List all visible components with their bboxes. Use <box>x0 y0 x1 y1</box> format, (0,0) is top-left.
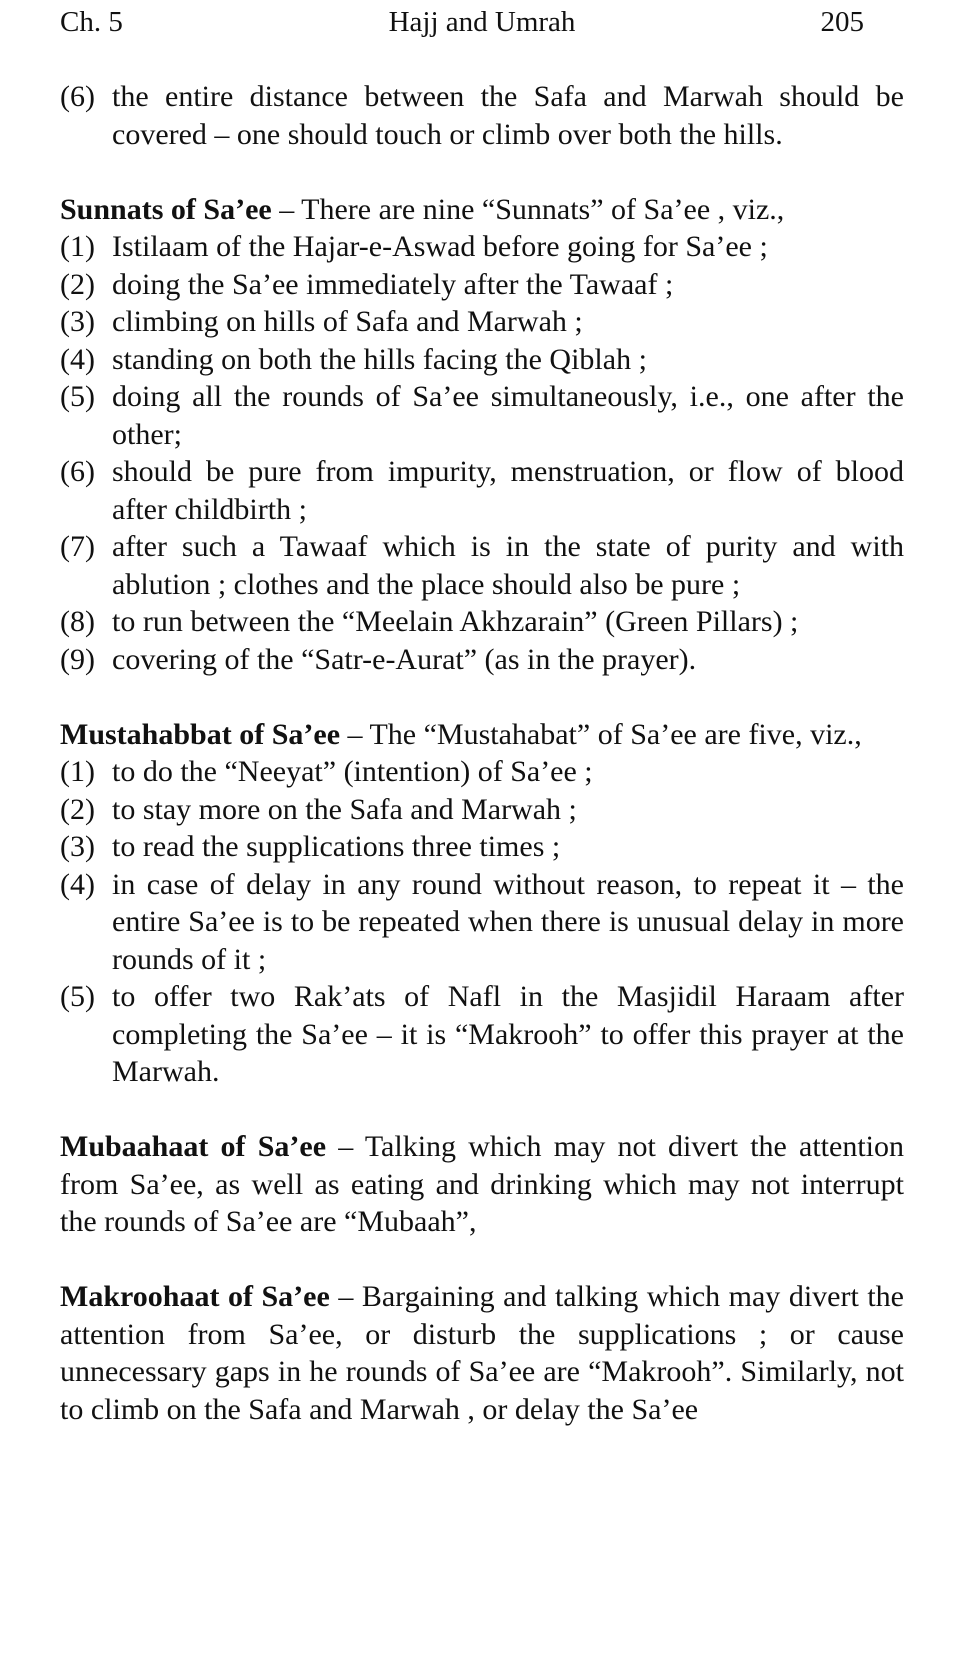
sunnats-section <box>60 191 904 679</box>
list-item <box>60 978 904 1091</box>
item-text: covering of the “Satr-e-Aurat” (as in the prayer). <box>112 642 697 676</box>
section-lead <box>60 716 904 754</box>
section-text: – Bargaining and talking which may divert the attention from Sa’ee, or disturb the supplications ; or cause unnecessary gaps in he rounds of Sa’ee are “Makrooh”. Similarly, not to climb on the Safa and Marwah , or delay the Sa’ee <box>60 1280 904 1426</box>
list-item <box>60 341 904 379</box>
list-item <box>60 603 904 641</box>
item-number: (5) <box>60 380 95 413</box>
item-number: (3) <box>60 830 95 863</box>
list-item <box>60 528 904 603</box>
item-text: to run between the “Meelain Akhzarain” (Green Pillars) ; <box>112 605 799 638</box>
section-heading: Makroohaat of Sa’ee <box>60 1280 330 1313</box>
section-heading: Sunnats of Sa’ee <box>60 192 272 226</box>
section-lead-text: – The “Mustahabat” of Sa’ee are five, viz., <box>340 717 862 751</box>
mustahabbat-section <box>60 716 904 1091</box>
item-number: (7) <box>60 530 95 563</box>
list-item <box>60 303 904 341</box>
item-text: should be pure from impurity, menstruation, or flow of blood after childbirth ; <box>112 455 904 526</box>
item-text: in case of delay in any round without reason, to repeat it – the entire Sa’ee is to be repeated when there is unusual delay in more rounds of it ; <box>112 867 904 976</box>
item-text: the entire distance between the Safa and Marwah should be covered – one should touch or climb over both the hills. <box>112 80 904 151</box>
item-number: (6) <box>60 80 95 113</box>
list-item <box>60 753 904 791</box>
item-text: climbing on hills of Safa and Marwah ; <box>112 305 583 338</box>
section-lead-text: – There are nine “Sunnats” of Sa’ee , viz., <box>271 192 785 226</box>
continued-list <box>60 78 904 153</box>
makroohaat-section <box>60 1278 904 1428</box>
section-lead <box>60 191 904 229</box>
list-item <box>60 791 904 829</box>
section-heading: Mubaahaat of Sa’ee <box>60 1130 327 1163</box>
item-text: doing the Sa’ee immediately after the Tawaaf ; <box>112 267 674 301</box>
mubaahaat-section <box>60 1128 904 1241</box>
list-item <box>60 453 904 528</box>
item-number: (9) <box>60 642 95 676</box>
running-head <box>60 2 904 42</box>
running-title: Hajj and Umrah <box>388 6 576 38</box>
list-item <box>60 641 904 679</box>
sunnats-list <box>60 228 904 678</box>
item-number: (8) <box>60 605 95 638</box>
page-number: 205 <box>820 6 864 38</box>
book-page <box>60 0 904 1428</box>
list-item <box>60 866 904 979</box>
list-item <box>60 78 904 153</box>
section-paragraph <box>60 1128 904 1241</box>
section-heading: Mustahabbat of Sa’ee <box>60 717 341 751</box>
list-item <box>60 378 904 453</box>
item-text: to do the “Neeyat” (intention) of Sa’ee ; <box>112 755 593 788</box>
chapter-label: Ch. 5 <box>60 6 123 38</box>
item-text: Istilaam of the Hajar-e-Aswad before going for Sa’ee ; <box>112 230 768 263</box>
item-text: doing all the rounds of Sa’ee simultaneously, i.e., one after the other; <box>112 380 904 451</box>
item-number: (2) <box>60 267 95 301</box>
section-text: – Talking which may not divert the attention from Sa’ee, as well as eating and drinking which may not interrupt the rounds of Sa’ee are “Mubaah”, <box>60 1130 904 1238</box>
item-number: (4) <box>60 342 95 376</box>
item-text: to offer two Rak’ats of Nafl in the Masjidil Haraam after completing the Sa’ee – it is “Makrooh” to offer this prayer at the Marwah. <box>112 980 904 1088</box>
mustahabbat-list <box>60 753 904 1091</box>
item-number: (1) <box>60 755 95 788</box>
page-body <box>60 78 904 1428</box>
item-number: (6) <box>60 455 95 488</box>
section-paragraph <box>60 1278 904 1428</box>
item-text: to stay more on the Safa and Marwah ; <box>112 792 577 826</box>
item-number: (1) <box>60 230 95 263</box>
item-number: (4) <box>60 867 95 901</box>
item-number: (3) <box>60 305 95 338</box>
item-text: after such a Tawaaf which is in the state of purity and with ablution ; clothes and the place should also be pure ; <box>112 530 904 601</box>
list-item <box>60 228 904 266</box>
item-number: (5) <box>60 980 95 1013</box>
item-text: standing on both the hills facing the Qiblah ; <box>112 342 647 376</box>
item-text: to read the supplications three times ; <box>112 830 561 863</box>
list-item <box>60 266 904 304</box>
list-item <box>60 828 904 866</box>
item-number: (2) <box>60 792 95 826</box>
